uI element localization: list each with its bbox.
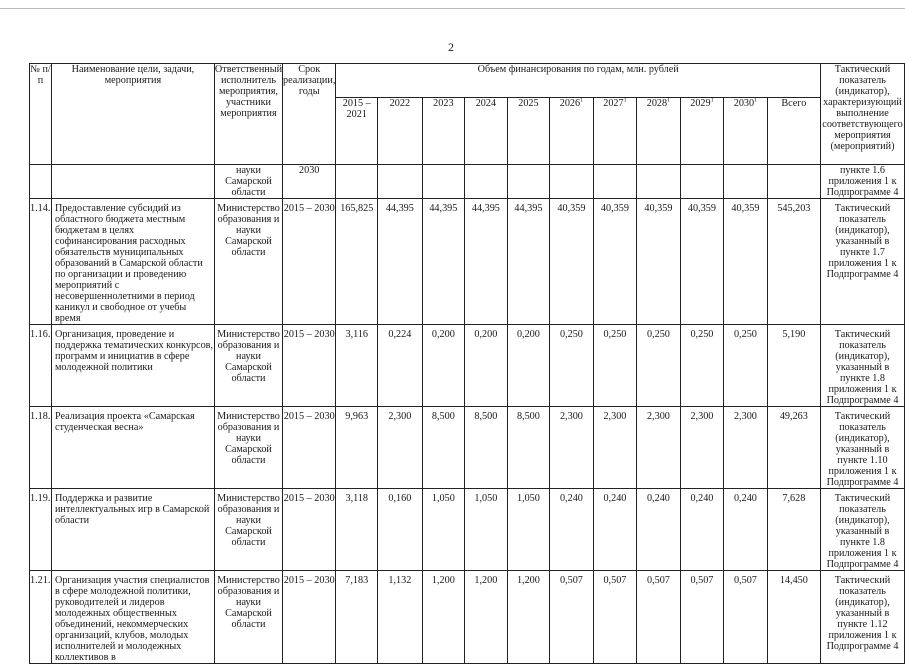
header-indicator: Тактический показатель (индикатор), характеризующий выполнение соответствующего мероприятия (мероприятий): [821, 64, 905, 165]
row-responsible: Министерство образования и науки Самарской области: [214, 489, 282, 571]
carry-indicator: пункте 1.6 приложения 1 к Подпрограмме 4: [821, 165, 905, 199]
carry-term: 2030: [283, 165, 336, 199]
row-value: 8,500: [507, 407, 550, 489]
header-year: 2025: [507, 97, 550, 164]
row-indicator: Тактический показатель (индикатор), указанный в пункте 1.7 приложения 1 к Подпрограмме 4: [821, 199, 905, 325]
row-value: 40,359: [637, 199, 681, 325]
row-value: 40,359: [724, 199, 768, 325]
row-name: Поддержка и развитие интеллектуальных игр в Самарской области: [51, 489, 214, 571]
row-value: 0,507: [637, 571, 681, 664]
row-value: 2,300: [724, 407, 768, 489]
header-year: 2026$^1$: [550, 97, 594, 164]
row-value: 0,250: [593, 325, 637, 407]
header-year: 2028$^1$: [637, 97, 681, 164]
row-value: 0,240: [550, 489, 594, 571]
header-term: Срок реализации, годы: [283, 64, 336, 165]
row-number: 1.19.: [30, 489, 52, 571]
row-number: 1.18.: [30, 407, 52, 489]
row-value: 3,116: [336, 325, 378, 407]
row-value: 165,825: [336, 199, 378, 325]
row-value: 2,300: [637, 407, 681, 489]
row-value: 44,395: [507, 199, 550, 325]
row-value: 0,200: [422, 325, 465, 407]
header-responsible: Ответственный исполнитель мероприятия, участники мероприятия: [214, 64, 282, 165]
row-value: 0,250: [724, 325, 768, 407]
row-responsible: Министерство образования и науки Самарской области: [214, 199, 282, 325]
row-value: 0,160: [378, 489, 422, 571]
row-value: 7,628: [767, 489, 820, 571]
header-year: 2027$^1$: [593, 97, 637, 164]
scan-top-edge: [0, 8, 905, 9]
row-value: 0,250: [680, 325, 724, 407]
row-term: 2015 – 2030: [283, 489, 336, 571]
row-value: 0,507: [724, 571, 768, 664]
row-value: 0,240: [593, 489, 637, 571]
row-number: 1.16.: [30, 325, 52, 407]
footnote-mark: 1: [667, 97, 671, 104]
row-value: 0,200: [465, 325, 508, 407]
row-value: 5,190: [767, 325, 820, 407]
table-row: [30, 199, 905, 325]
carry-responsible: науки Самарской области: [214, 165, 282, 199]
row-value: 2,300: [593, 407, 637, 489]
row-value: 1,050: [422, 489, 465, 571]
row-value: 7,183: [336, 571, 378, 664]
row-value: 49,263: [767, 407, 820, 489]
row-value: 3,118: [336, 489, 378, 571]
header-financing: Объем финансирования по годам, млн. рублей: [336, 64, 821, 98]
row-value: 545,203: [767, 199, 820, 325]
page-number: 2: [448, 40, 454, 54]
row-value: 44,395: [378, 199, 422, 325]
row-term: 2015 – 2030: [283, 571, 336, 664]
row-value: 2,300: [378, 407, 422, 489]
row-value: 0,200: [507, 325, 550, 407]
table-row: [30, 407, 905, 489]
financing-table: [29, 63, 905, 664]
row-value: 40,359: [593, 199, 637, 325]
header-year: 2024: [465, 97, 508, 164]
row-value: 1,132: [378, 571, 422, 664]
row-number: 1.14.: [30, 199, 52, 325]
table-row: [30, 489, 905, 571]
row-value: 1,200: [465, 571, 508, 664]
footnote-mark: 1: [754, 97, 758, 104]
row-value: 1,200: [422, 571, 465, 664]
row-value: 8,500: [465, 407, 508, 489]
row-value: 0,240: [724, 489, 768, 571]
row-value: 40,359: [680, 199, 724, 325]
row-responsible: Министерство образования и науки Самарской области: [214, 325, 282, 407]
row-value: 40,359: [550, 199, 594, 325]
row-value: 2,300: [550, 407, 594, 489]
row-value: 1,050: [507, 489, 550, 571]
row-value: 1,200: [507, 571, 550, 664]
table-row: [30, 325, 905, 407]
row-value: 9,963: [336, 407, 378, 489]
row-indicator: Тактический показатель (индикатор), указанный в пункте 1.12 приложения 1 к Подпрограмме 4: [821, 571, 905, 664]
row-value: 0,240: [680, 489, 724, 571]
row-value: 44,395: [422, 199, 465, 325]
row-value: 2,300: [680, 407, 724, 489]
row-name: Организация, проведение и поддержка тематических конкурсов, программ и инициатив в сфере молодежной политики: [51, 325, 214, 407]
row-value: 1,050: [465, 489, 508, 571]
row-name: Предоставление субсидий из областного бюджета местным бюджетам в целях софинансирования расходных обязательств муниципальных образований в Самарской области по организации и проведению мероприятий с несовершеннолетними в период каникул и свободное от учебы время: [51, 199, 214, 325]
footnote-mark: 1: [710, 97, 714, 104]
row-responsible: Министерство образования и науки Самарской области: [214, 571, 282, 664]
row-value: 0,224: [378, 325, 422, 407]
header-year: 2029$^1$: [680, 97, 724, 164]
row-indicator: Тактический показатель (индикатор), указанный в пункте 1.10 приложения 1 к Подпрограмме 4: [821, 407, 905, 489]
row-term: 2015 – 2030: [283, 325, 336, 407]
row-indicator: Тактический показатель (индикатор), указанный в пункте 1.8 приложения 1 к Подпрограмме 4: [821, 489, 905, 571]
row-value: 0,240: [637, 489, 681, 571]
row-value: 0,507: [593, 571, 637, 664]
row-responsible: Министерство образования и науки Самарской области: [214, 407, 282, 489]
row-value: 44,395: [465, 199, 508, 325]
row-name: Реализация проекта «Самарская студенческая весна»: [51, 407, 214, 489]
footnote-mark: 1: [580, 97, 584, 104]
header-year: 2030$^1$: [724, 97, 768, 164]
header-year: Всего: [767, 97, 820, 164]
row-value: 8,500: [422, 407, 465, 489]
row-value: 14,450: [767, 571, 820, 664]
footnote-mark: 1: [623, 97, 627, 104]
row-indicator: Тактический показатель (индикатор), указанный в пункте 1.8 приложения 1 к Подпрограмме 4: [821, 325, 905, 407]
row-number: 1.21.: [30, 571, 52, 664]
header-year: 2015 – 2021: [336, 97, 378, 164]
header-num: № п/п: [30, 64, 52, 165]
table-row: [30, 571, 905, 664]
header-year: 2022: [378, 97, 422, 164]
carry-over-row: [30, 165, 905, 199]
header-year: 2023: [422, 97, 465, 164]
row-value: 0,507: [680, 571, 724, 664]
row-value: 0,250: [637, 325, 681, 407]
row-value: 0,507: [550, 571, 594, 664]
row-name: Организация участия специалистов в сфере молодежной политики, руководителей и лидеров молодежных общественных объединений, некоммерческих организаций, клубов, молодых исполнителей и молодежных коллективов в: [51, 571, 214, 664]
row-term: 2015 – 2030: [283, 407, 336, 489]
row-term: 2015 – 2030: [283, 199, 336, 325]
header-name: Наименование цели, задачи, мероприятия: [51, 64, 214, 165]
row-value: 0,250: [550, 325, 594, 407]
